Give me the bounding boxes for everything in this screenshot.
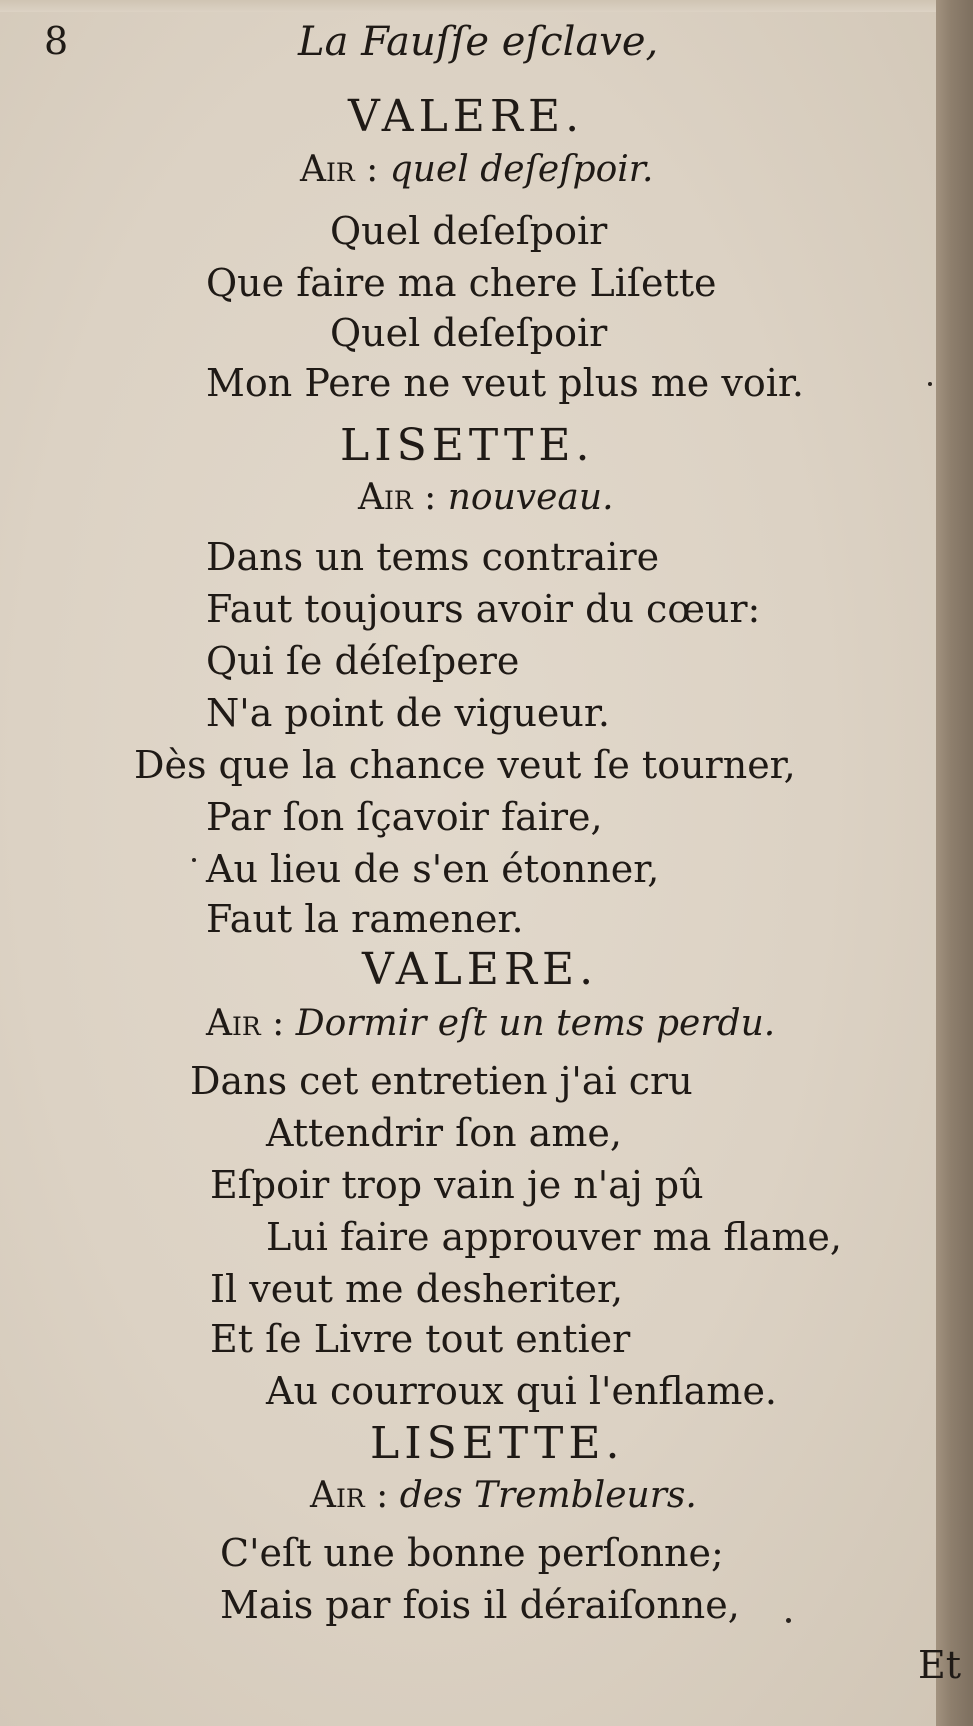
book-gutter xyxy=(936,0,973,1726)
speaker-name: VALERE. xyxy=(348,91,585,142)
verse-line: Et ſe Livre tout entier xyxy=(210,1317,631,1361)
speaker-name: LISETTE. xyxy=(340,420,595,471)
air-heading xyxy=(300,149,654,190)
paper-speck xyxy=(192,858,196,862)
speaker-name: LISETTE. xyxy=(370,1418,625,1469)
speaker-name: VALERE. xyxy=(362,944,599,995)
verse-line: Faut toujours avoir du cœur: xyxy=(206,587,761,631)
verse-line: Lui faire approuver ma flame, xyxy=(266,1215,842,1259)
air-label: Air : xyxy=(310,1475,389,1516)
verse-line: Mon Pere ne veut plus me voir. xyxy=(206,361,804,405)
air-label: Air : xyxy=(300,149,379,190)
catchword: Et xyxy=(918,1643,962,1687)
verse-line: Quel deſeſpoir xyxy=(330,311,608,355)
verse-line: Eſpoir trop vain je n'aj pû xyxy=(210,1163,704,1207)
verse-line: Mais par fois il déraiſonne, xyxy=(220,1583,740,1627)
air-heading xyxy=(358,477,614,518)
verse-line: Au courroux qui l'enflame. xyxy=(266,1369,778,1413)
air-name: nouveau. xyxy=(447,477,614,518)
air-label: Air : xyxy=(358,477,437,518)
verse-line: Par ſon ſçavoir faire, xyxy=(206,795,603,839)
verse-line: Que faire ma chere Liſette xyxy=(206,261,717,305)
verse-line: Il veut me desheriter, xyxy=(210,1267,624,1311)
verse-line: N'a point de vigueur. xyxy=(206,691,610,735)
page-top-edge xyxy=(0,0,973,12)
air-heading xyxy=(206,1003,776,1044)
paper-speck xyxy=(928,382,932,386)
verse-line: C'eſt une bonne perſonne; xyxy=(220,1531,724,1575)
air-name: Dormir eſt un tems perdu. xyxy=(295,1003,776,1044)
verse-line: Qui ſe déſeſpere xyxy=(206,639,520,683)
page-number: 8 xyxy=(44,19,69,63)
running-head: La Fauſſe eſclave, xyxy=(298,19,659,65)
air-heading xyxy=(310,1475,697,1516)
air-name: quel deſeſpoir. xyxy=(389,149,654,190)
verse-line: Faut la ramener. xyxy=(206,897,524,941)
air-name: des Trembleurs. xyxy=(399,1475,697,1516)
verse-line: Quel deſeſpoir xyxy=(330,209,608,253)
verse-line: Au lieu de s'en étonner, xyxy=(206,847,660,891)
air-label: Air : xyxy=(206,1003,285,1044)
verse-line: Dans un tems contraire xyxy=(206,535,660,579)
paper-speck xyxy=(786,1618,791,1623)
verse-line: Attendrir ſon ame, xyxy=(266,1111,622,1155)
verse-line: Dès que la chance veut ſe tourner, xyxy=(134,743,796,787)
verse-line: Dans cet entretien j'ai cru xyxy=(190,1059,693,1103)
